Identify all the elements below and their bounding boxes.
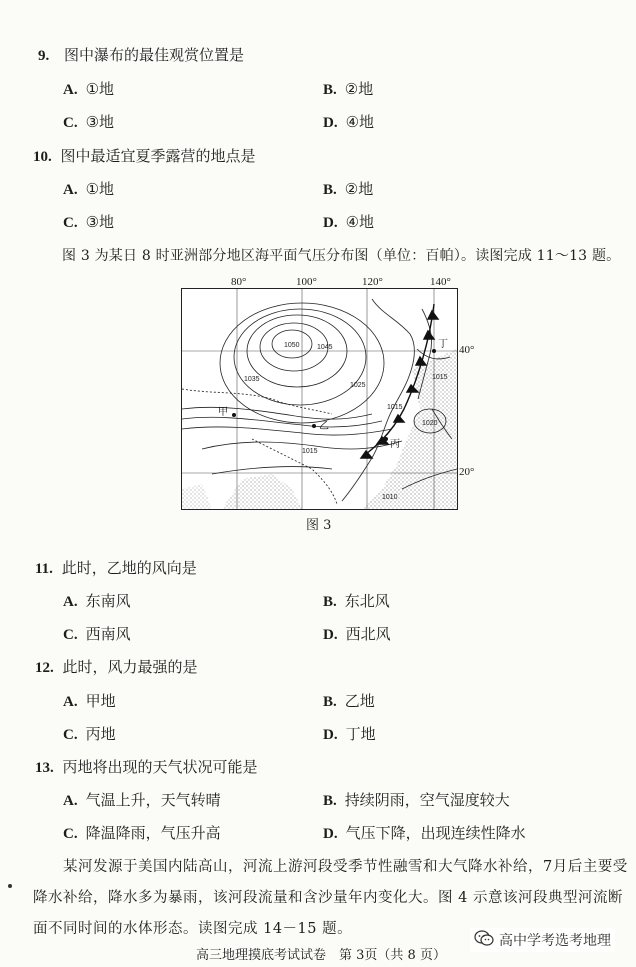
lon-label: 80°: [231, 276, 247, 288]
stray-mark: [8, 884, 12, 888]
option-d: D. 丁地: [323, 725, 376, 743]
option-c: C. ③地: [63, 213, 115, 231]
option-d: D. ④地: [323, 213, 375, 231]
question-text: 图中瀑布的最佳观赏位置是: [64, 46, 245, 64]
lon-label: 120°: [362, 276, 383, 288]
option-d: D. 西北风: [323, 625, 391, 643]
isobar-label: 1015: [302, 448, 318, 455]
lon-label: 140°: [430, 276, 451, 288]
question-text: 此时，风力最强的是: [62, 658, 198, 676]
question-text: 此时，乙地的风向是: [61, 559, 197, 577]
option-a: A. 气温上升，天气转晴: [63, 791, 221, 809]
place-marker-jia: [232, 413, 236, 417]
option-d: D. ④地: [323, 113, 375, 131]
figure-caption: 图 3: [306, 518, 332, 533]
option-b: B. ②地: [323, 180, 374, 198]
option-a: A. 东南风: [63, 592, 131, 610]
paragraph-line: 降水补给，降水多为暴雨，该河段流量和含沙量年内变化大。图 4 示意该河段典型河流断: [33, 890, 623, 906]
place-label-bing: 丙: [390, 439, 400, 450]
option-c: C. 降温降雨，气压升高: [63, 824, 221, 842]
wechat-icon: [474, 930, 494, 950]
option-b: B. 乙地: [323, 692, 375, 710]
question-number: 11.: [35, 561, 53, 577]
pressure-map-drawing: [182, 289, 457, 509]
isobar-label: 1015: [432, 374, 448, 381]
front-triangle: [428, 311, 438, 319]
question-10: [33, 145, 256, 166]
option-a: A. ①地: [63, 80, 115, 98]
option-b: B. 东北风: [323, 592, 390, 610]
lon-label: 100°: [296, 276, 317, 288]
front-triangle: [361, 451, 372, 458]
isobar-label: 1045: [317, 344, 333, 351]
question-number: 10.: [33, 149, 52, 165]
paragraph-line: 某河发源于美国内陆高山，河流上游河段受季节性融雪和大气降水补给，7月后主要受: [63, 859, 628, 875]
figure3-intro: 图 3 为某日 8 时亚洲部分地区海平面气压分布图（单位：百帕）。读图完成 11～13 题。: [62, 248, 621, 264]
front-triangle: [424, 331, 434, 339]
isobar-label: 1015: [387, 404, 403, 411]
option-c: C. 丙地: [63, 725, 116, 743]
question-13: [35, 756, 258, 777]
isobar-label: 1050: [284, 342, 300, 349]
place-label-jia: 甲: [218, 407, 228, 418]
question-9: [38, 44, 244, 65]
question-text: 图中最适宜夏季露营的地点是: [60, 147, 256, 165]
place-marker-yi: [312, 424, 316, 428]
option-a: A. 甲地: [63, 692, 116, 710]
question-text: 丙地将出现的天气状况可能是: [62, 758, 258, 776]
lat-label: 20°: [459, 466, 475, 478]
question-12: [35, 656, 198, 677]
place-label-yi: 乙: [319, 421, 329, 432]
paragraph-line: 面不同时间的水体形态。读图完成 14－15 题。: [33, 921, 353, 937]
isobar-label: 1020: [422, 420, 438, 427]
option-c: C. ③地: [63, 113, 115, 131]
option-c: C. 西南风: [63, 625, 131, 643]
isobar-label: 1010: [382, 494, 398, 501]
isobar: [182, 417, 382, 427]
option-d: D. 气压下降，出现连续性降水: [323, 824, 526, 842]
place-label-ding: 丁: [438, 339, 448, 350]
place-marker-ding: [432, 349, 436, 353]
isobar-label: 1035: [244, 376, 260, 383]
question-number: 9.: [38, 48, 50, 64]
front-triangle: [416, 357, 426, 365]
watermark-text: 高中学考选考地理: [499, 933, 611, 949]
pressure-map: [181, 288, 458, 510]
watermark: [470, 928, 615, 952]
lat-label: 40°: [459, 344, 475, 356]
question-11: [35, 557, 197, 578]
ocean-area: [222, 474, 302, 509]
ocean-area: [182, 484, 212, 509]
front-triangle: [394, 415, 404, 422]
option-b: B. ②地: [323, 80, 374, 98]
place-marker-bing: [384, 437, 388, 441]
isobar: [182, 427, 392, 435]
question-number: 12.: [35, 660, 54, 676]
page-footer: 高三地理摸底考试试卷 第 3页（共 8 页）: [196, 948, 446, 963]
isobar-label: 1025: [350, 382, 366, 389]
option-a: A. ①地: [63, 180, 115, 198]
question-number: 13.: [35, 760, 54, 776]
option-b: B. 持续阴雨，空气湿度较大: [323, 791, 510, 809]
